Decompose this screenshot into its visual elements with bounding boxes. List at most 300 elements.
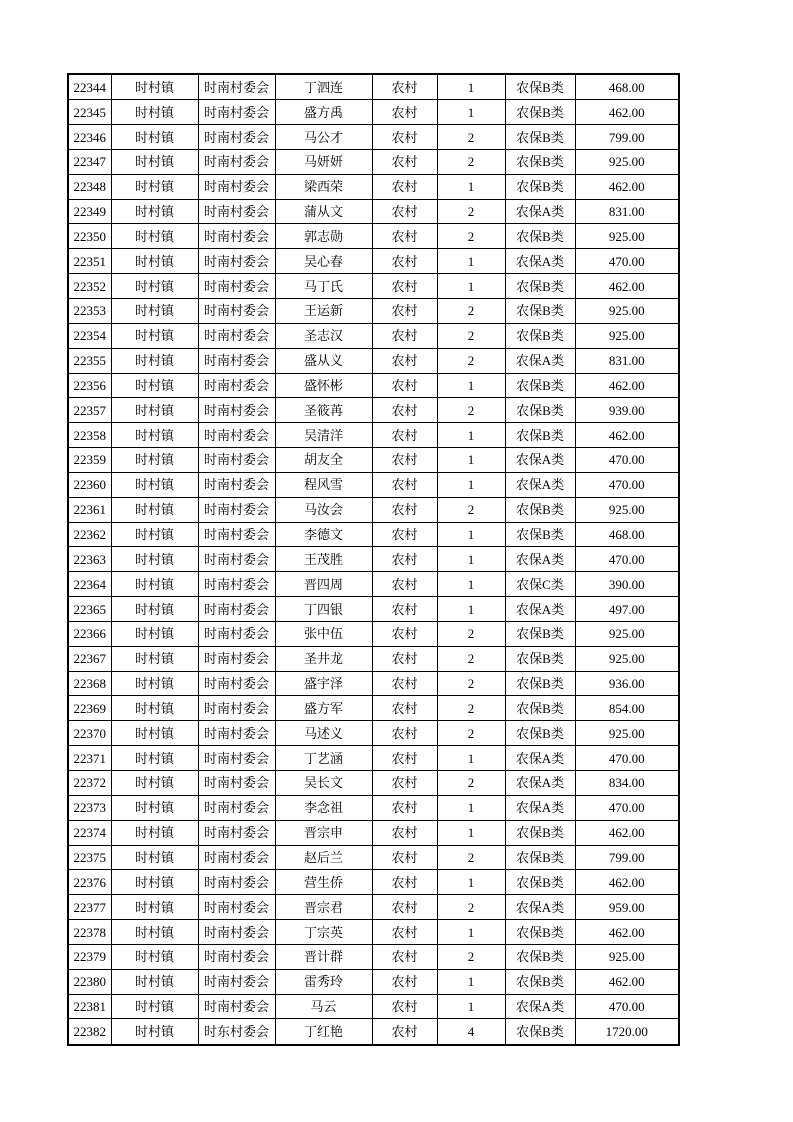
amount-cell: 462.00 <box>575 100 679 125</box>
amount-cell: 831.00 <box>575 348 679 373</box>
insurance-category-cell: 农保A类 <box>505 895 575 920</box>
table-row <box>68 522 679 547</box>
amount-cell: 497.00 <box>575 597 679 622</box>
record-id-cell: 22374 <box>68 820 111 845</box>
insurance-category-cell: 农保A类 <box>505 448 575 473</box>
insurance-category-cell: 农保B类 <box>505 820 575 845</box>
village-committee-cell: 时南村委会 <box>198 298 275 323</box>
pension-roster-table <box>67 73 680 1046</box>
table-row <box>68 646 679 671</box>
residence-type-cell: 农村 <box>372 373 437 398</box>
record-id-cell: 22356 <box>68 373 111 398</box>
amount-cell: 925.00 <box>575 323 679 348</box>
insurance-category-cell: 农保B类 <box>505 845 575 870</box>
person-name-cell: 蒲从文 <box>275 199 372 224</box>
record-id-cell: 22381 <box>68 994 111 1019</box>
amount-cell: 925.00 <box>575 646 679 671</box>
insurance-category-cell: 农保B类 <box>505 497 575 522</box>
person-count-cell: 1 <box>437 597 505 622</box>
table-row <box>68 969 679 994</box>
table-row <box>68 895 679 920</box>
table-row <box>68 298 679 323</box>
amount-cell: 925.00 <box>575 721 679 746</box>
record-id-cell: 22369 <box>68 696 111 721</box>
table-row <box>68 696 679 721</box>
table-row <box>68 920 679 945</box>
amount-cell: 470.00 <box>575 994 679 1019</box>
insurance-category-cell: 农保B类 <box>505 696 575 721</box>
person-count-cell: 2 <box>437 721 505 746</box>
village-committee-cell: 时南村委会 <box>198 895 275 920</box>
record-id-cell: 22371 <box>68 746 111 771</box>
residence-type-cell: 农村 <box>372 721 437 746</box>
insurance-category-cell: 农保A类 <box>505 994 575 1019</box>
town-cell: 时村镇 <box>111 373 198 398</box>
village-committee-cell: 时南村委会 <box>198 721 275 746</box>
town-cell: 时村镇 <box>111 721 198 746</box>
person-name-cell: 李念祖 <box>275 795 372 820</box>
town-cell: 时村镇 <box>111 969 198 994</box>
residence-type-cell: 农村 <box>372 348 437 373</box>
town-cell: 时村镇 <box>111 249 198 274</box>
residence-type-cell: 农村 <box>372 920 437 945</box>
town-cell: 时村镇 <box>111 423 198 448</box>
table-row <box>68 572 679 597</box>
town-cell: 时村镇 <box>111 696 198 721</box>
residence-type-cell: 农村 <box>372 472 437 497</box>
person-name-cell: 盛从义 <box>275 348 372 373</box>
village-committee-cell: 时东村委会 <box>198 1019 275 1045</box>
residence-type-cell: 农村 <box>372 646 437 671</box>
residence-type-cell: 农村 <box>372 870 437 895</box>
record-id-cell: 22357 <box>68 398 111 423</box>
person-count-cell: 2 <box>437 323 505 348</box>
village-committee-cell: 时南村委会 <box>198 646 275 671</box>
insurance-category-cell: 农保B类 <box>505 870 575 895</box>
insurance-category-cell: 农保A类 <box>505 597 575 622</box>
record-id-cell: 22366 <box>68 621 111 646</box>
person-name-cell: 盛怀彬 <box>275 373 372 398</box>
record-id-cell: 22348 <box>68 174 111 199</box>
person-count-cell: 1 <box>437 795 505 820</box>
record-id-cell: 22347 <box>68 149 111 174</box>
town-cell: 时村镇 <box>111 398 198 423</box>
town-cell: 时村镇 <box>111 74 198 100</box>
village-committee-cell: 时南村委会 <box>198 323 275 348</box>
person-name-cell: 晋四周 <box>275 572 372 597</box>
village-committee-cell: 时南村委会 <box>198 746 275 771</box>
person-name-cell: 李德文 <box>275 522 372 547</box>
table-row <box>68 373 679 398</box>
town-cell: 时村镇 <box>111 100 198 125</box>
town-cell: 时村镇 <box>111 1019 198 1045</box>
village-committee-cell: 时南村委会 <box>198 125 275 150</box>
amount-cell: 939.00 <box>575 398 679 423</box>
amount-cell: 462.00 <box>575 820 679 845</box>
person-name-cell: 丁泗连 <box>275 74 372 100</box>
insurance-category-cell: 农保B类 <box>505 423 575 448</box>
village-committee-cell: 时南村委会 <box>198 100 275 125</box>
table-row <box>68 149 679 174</box>
record-id-cell: 22352 <box>68 274 111 299</box>
table-row <box>68 125 679 150</box>
town-cell: 时村镇 <box>111 323 198 348</box>
table-row <box>68 348 679 373</box>
record-id-cell: 22344 <box>68 74 111 100</box>
residence-type-cell: 农村 <box>372 994 437 1019</box>
person-count-cell: 2 <box>437 497 505 522</box>
amount-cell: 462.00 <box>575 969 679 994</box>
insurance-category-cell: 农保B类 <box>505 920 575 945</box>
record-id-cell: 22363 <box>68 547 111 572</box>
town-cell: 时村镇 <box>111 621 198 646</box>
town-cell: 时村镇 <box>111 795 198 820</box>
table-row <box>68 870 679 895</box>
person-name-cell: 圣志汉 <box>275 323 372 348</box>
residence-type-cell: 农村 <box>372 597 437 622</box>
record-id-cell: 22368 <box>68 671 111 696</box>
person-count-cell: 2 <box>437 646 505 671</box>
residence-type-cell: 农村 <box>372 224 437 249</box>
amount-cell: 470.00 <box>575 795 679 820</box>
person-count-cell: 1 <box>437 994 505 1019</box>
town-cell: 时村镇 <box>111 746 198 771</box>
residence-type-cell: 农村 <box>372 845 437 870</box>
person-count-cell: 2 <box>437 696 505 721</box>
person-count-cell: 1 <box>437 820 505 845</box>
table-row <box>68 497 679 522</box>
residence-type-cell: 农村 <box>372 423 437 448</box>
person-count-cell: 2 <box>437 149 505 174</box>
village-committee-cell: 时南村委会 <box>198 398 275 423</box>
insurance-category-cell: 农保B类 <box>505 224 575 249</box>
record-id-cell: 22377 <box>68 895 111 920</box>
village-committee-cell: 时南村委会 <box>198 348 275 373</box>
person-name-cell: 马述义 <box>275 721 372 746</box>
village-committee-cell: 时南村委会 <box>198 448 275 473</box>
town-cell: 时村镇 <box>111 944 198 969</box>
person-count-cell: 1 <box>437 522 505 547</box>
residence-type-cell: 农村 <box>372 125 437 150</box>
person-name-cell: 胡友全 <box>275 448 372 473</box>
amount-cell: 799.00 <box>575 845 679 870</box>
table-row <box>68 174 679 199</box>
person-count-cell: 2 <box>437 298 505 323</box>
insurance-category-cell: 农保B类 <box>505 149 575 174</box>
town-cell: 时村镇 <box>111 547 198 572</box>
amount-cell: 462.00 <box>575 423 679 448</box>
person-name-cell: 营生侨 <box>275 870 372 895</box>
amount-cell: 462.00 <box>575 174 679 199</box>
insurance-category-cell: 农保C类 <box>505 572 575 597</box>
village-committee-cell: 时南村委会 <box>198 845 275 870</box>
residence-type-cell: 农村 <box>372 547 437 572</box>
village-committee-cell: 时南村委会 <box>198 696 275 721</box>
village-committee-cell: 时南村委会 <box>198 274 275 299</box>
insurance-category-cell: 农保B类 <box>505 969 575 994</box>
table-row <box>68 249 679 274</box>
record-id-cell: 22373 <box>68 795 111 820</box>
insurance-category-cell: 农保B类 <box>505 74 575 100</box>
person-count-cell: 1 <box>437 920 505 945</box>
residence-type-cell: 农村 <box>372 323 437 348</box>
table-row <box>68 1019 679 1045</box>
person-name-cell: 吴心春 <box>275 249 372 274</box>
table-row <box>68 74 679 100</box>
person-name-cell: 盛方禹 <box>275 100 372 125</box>
village-committee-cell: 时南村委会 <box>198 472 275 497</box>
person-count-cell: 1 <box>437 572 505 597</box>
table-row <box>68 323 679 348</box>
person-count-cell: 2 <box>437 671 505 696</box>
village-committee-cell: 时南村委会 <box>198 174 275 199</box>
person-count-cell: 1 <box>437 274 505 299</box>
person-name-cell: 梁西荣 <box>275 174 372 199</box>
person-count-cell: 1 <box>437 472 505 497</box>
person-name-cell: 马公才 <box>275 125 372 150</box>
town-cell: 时村镇 <box>111 671 198 696</box>
residence-type-cell: 农村 <box>372 671 437 696</box>
person-name-cell: 赵后兰 <box>275 845 372 870</box>
person-name-cell: 吴长文 <box>275 771 372 796</box>
amount-cell: 831.00 <box>575 199 679 224</box>
town-cell: 时村镇 <box>111 522 198 547</box>
table-row <box>68 547 679 572</box>
village-committee-cell: 时南村委会 <box>198 373 275 398</box>
table-body <box>68 74 679 1045</box>
insurance-category-cell: 农保B类 <box>505 621 575 646</box>
amount-cell: 959.00 <box>575 895 679 920</box>
town-cell: 时村镇 <box>111 994 198 1019</box>
person-count-cell: 2 <box>437 771 505 796</box>
insurance-category-cell: 农保A类 <box>505 472 575 497</box>
record-id-cell: 22355 <box>68 348 111 373</box>
person-count-cell: 1 <box>437 969 505 994</box>
amount-cell: 925.00 <box>575 497 679 522</box>
residence-type-cell: 农村 <box>372 795 437 820</box>
amount-cell: 936.00 <box>575 671 679 696</box>
record-id-cell: 22361 <box>68 497 111 522</box>
amount-cell: 1720.00 <box>575 1019 679 1045</box>
town-cell: 时村镇 <box>111 870 198 895</box>
village-committee-cell: 时南村委会 <box>198 920 275 945</box>
person-name-cell: 吴清洋 <box>275 423 372 448</box>
amount-cell: 925.00 <box>575 944 679 969</box>
town-cell: 时村镇 <box>111 646 198 671</box>
town-cell: 时村镇 <box>111 199 198 224</box>
person-name-cell: 雷秀玲 <box>275 969 372 994</box>
person-count-cell: 2 <box>437 125 505 150</box>
insurance-category-cell: 农保B类 <box>505 944 575 969</box>
record-id-cell: 22359 <box>68 448 111 473</box>
village-committee-cell: 时南村委会 <box>198 224 275 249</box>
person-count-cell: 1 <box>437 448 505 473</box>
residence-type-cell: 农村 <box>372 174 437 199</box>
amount-cell: 462.00 <box>575 373 679 398</box>
insurance-category-cell: 农保A类 <box>505 348 575 373</box>
insurance-category-cell: 农保B类 <box>505 1019 575 1045</box>
amount-cell: 470.00 <box>575 472 679 497</box>
residence-type-cell: 农村 <box>372 820 437 845</box>
village-committee-cell: 时南村委会 <box>198 944 275 969</box>
residence-type-cell: 农村 <box>372 696 437 721</box>
residence-type-cell: 农村 <box>372 621 437 646</box>
record-id-cell: 22345 <box>68 100 111 125</box>
residence-type-cell: 农村 <box>372 249 437 274</box>
town-cell: 时村镇 <box>111 174 198 199</box>
amount-cell: 470.00 <box>575 249 679 274</box>
person-name-cell: 丁宗英 <box>275 920 372 945</box>
residence-type-cell: 农村 <box>372 74 437 100</box>
town-cell: 时村镇 <box>111 448 198 473</box>
record-id-cell: 22370 <box>68 721 111 746</box>
town-cell: 时村镇 <box>111 597 198 622</box>
person-name-cell: 郭志勋 <box>275 224 372 249</box>
person-name-cell: 丁四银 <box>275 597 372 622</box>
town-cell: 时村镇 <box>111 298 198 323</box>
record-id-cell: 22351 <box>68 249 111 274</box>
insurance-category-cell: 农保A类 <box>505 795 575 820</box>
person-name-cell: 马云 <box>275 994 372 1019</box>
residence-type-cell: 农村 <box>372 771 437 796</box>
person-count-cell: 2 <box>437 895 505 920</box>
village-committee-cell: 时南村委会 <box>198 621 275 646</box>
person-count-cell: 2 <box>437 199 505 224</box>
residence-type-cell: 农村 <box>372 522 437 547</box>
town-cell: 时村镇 <box>111 895 198 920</box>
insurance-category-cell: 农保A类 <box>505 547 575 572</box>
person-count-cell: 1 <box>437 373 505 398</box>
town-cell: 时村镇 <box>111 348 198 373</box>
record-id-cell: 22375 <box>68 845 111 870</box>
table-row <box>68 671 679 696</box>
person-count-cell: 1 <box>437 249 505 274</box>
village-committee-cell: 时南村委会 <box>198 149 275 174</box>
record-id-cell: 22360 <box>68 472 111 497</box>
table-row <box>68 423 679 448</box>
person-name-cell: 丁红艳 <box>275 1019 372 1045</box>
village-committee-cell: 时南村委会 <box>198 547 275 572</box>
person-name-cell: 晋宗君 <box>275 895 372 920</box>
table-row <box>68 100 679 125</box>
amount-cell: 925.00 <box>575 224 679 249</box>
village-committee-cell: 时南村委会 <box>198 199 275 224</box>
insurance-category-cell: 农保B类 <box>505 398 575 423</box>
residence-type-cell: 农村 <box>372 1019 437 1045</box>
person-count-cell: 2 <box>437 224 505 249</box>
person-name-cell: 程风雪 <box>275 472 372 497</box>
table-row <box>68 472 679 497</box>
residence-type-cell: 农村 <box>372 274 437 299</box>
person-name-cell: 圣井龙 <box>275 646 372 671</box>
person-count-cell: 1 <box>437 100 505 125</box>
table-row <box>68 597 679 622</box>
person-count-cell: 1 <box>437 423 505 448</box>
insurance-category-cell: 农保B类 <box>505 274 575 299</box>
person-count-cell: 1 <box>437 746 505 771</box>
town-cell: 时村镇 <box>111 771 198 796</box>
insurance-category-cell: 农保B类 <box>505 671 575 696</box>
amount-cell: 468.00 <box>575 74 679 100</box>
insurance-category-cell: 农保B类 <box>505 125 575 150</box>
insurance-category-cell: 农保B类 <box>505 721 575 746</box>
record-id-cell: 22367 <box>68 646 111 671</box>
amount-cell: 462.00 <box>575 870 679 895</box>
amount-cell: 854.00 <box>575 696 679 721</box>
residence-type-cell: 农村 <box>372 944 437 969</box>
table-row <box>68 845 679 870</box>
person-count-cell: 2 <box>437 845 505 870</box>
town-cell: 时村镇 <box>111 224 198 249</box>
table-row <box>68 398 679 423</box>
amount-cell: 925.00 <box>575 621 679 646</box>
record-id-cell: 22376 <box>68 870 111 895</box>
residence-type-cell: 农村 <box>372 398 437 423</box>
person-name-cell: 晋宗申 <box>275 820 372 845</box>
town-cell: 时村镇 <box>111 820 198 845</box>
amount-cell: 470.00 <box>575 547 679 572</box>
record-id-cell: 22349 <box>68 199 111 224</box>
insurance-category-cell: 农保B类 <box>505 323 575 348</box>
table-row <box>68 795 679 820</box>
person-name-cell: 晋计群 <box>275 944 372 969</box>
amount-cell: 462.00 <box>575 920 679 945</box>
village-committee-cell: 时南村委会 <box>198 795 275 820</box>
table-row <box>68 448 679 473</box>
village-committee-cell: 时南村委会 <box>198 597 275 622</box>
residence-type-cell: 农村 <box>372 448 437 473</box>
table-row <box>68 944 679 969</box>
town-cell: 时村镇 <box>111 149 198 174</box>
village-committee-cell: 时南村委会 <box>198 771 275 796</box>
person-count-cell: 1 <box>437 174 505 199</box>
table-row <box>68 621 679 646</box>
village-committee-cell: 时南村委会 <box>198 820 275 845</box>
table-row <box>68 771 679 796</box>
town-cell: 时村镇 <box>111 472 198 497</box>
village-committee-cell: 时南村委会 <box>198 870 275 895</box>
record-id-cell: 22364 <box>68 572 111 597</box>
insurance-category-cell: 农保A类 <box>505 771 575 796</box>
insurance-category-cell: 农保B类 <box>505 646 575 671</box>
amount-cell: 390.00 <box>575 572 679 597</box>
village-committee-cell: 时南村委会 <box>198 522 275 547</box>
record-id-cell: 22379 <box>68 944 111 969</box>
insurance-category-cell: 农保B类 <box>505 298 575 323</box>
person-name-cell: 王运新 <box>275 298 372 323</box>
record-id-cell: 22382 <box>68 1019 111 1045</box>
record-id-cell: 22380 <box>68 969 111 994</box>
town-cell: 时村镇 <box>111 845 198 870</box>
table-row <box>68 820 679 845</box>
amount-cell: 925.00 <box>575 149 679 174</box>
person-name-cell: 丁艺涵 <box>275 746 372 771</box>
person-count-cell: 1 <box>437 870 505 895</box>
residence-type-cell: 农村 <box>372 149 437 174</box>
amount-cell: 462.00 <box>575 274 679 299</box>
table-row <box>68 199 679 224</box>
amount-cell: 925.00 <box>575 298 679 323</box>
record-id-cell: 22346 <box>68 125 111 150</box>
town-cell: 时村镇 <box>111 497 198 522</box>
insurance-category-cell: 农保A类 <box>505 249 575 274</box>
town-cell: 时村镇 <box>111 274 198 299</box>
amount-cell: 468.00 <box>575 522 679 547</box>
residence-type-cell: 农村 <box>372 199 437 224</box>
amount-cell: 470.00 <box>575 448 679 473</box>
amount-cell: 834.00 <box>575 771 679 796</box>
person-count-cell: 2 <box>437 621 505 646</box>
